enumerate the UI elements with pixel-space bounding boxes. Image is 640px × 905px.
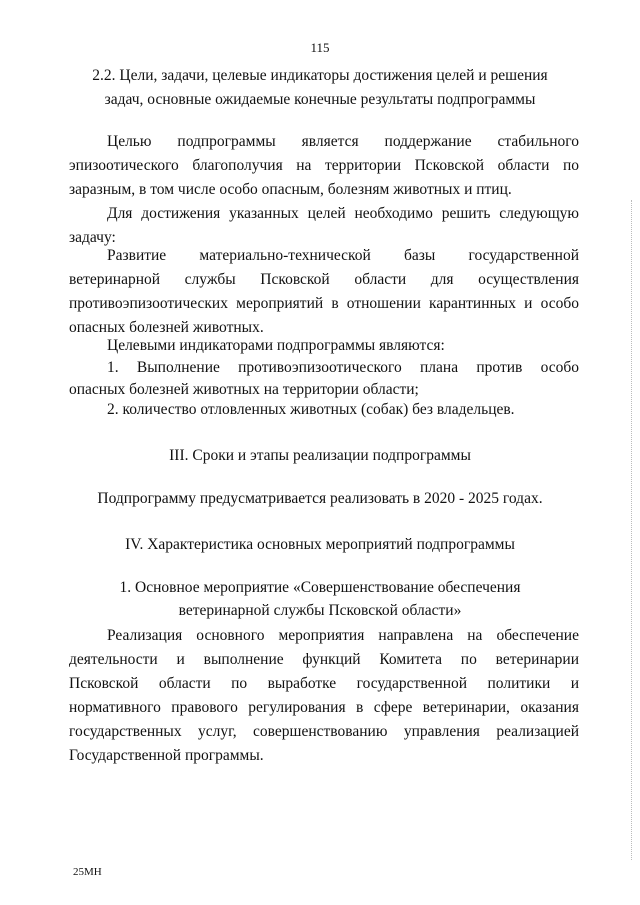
- task-paragraph-line-4: опасных болезней животных.: [69, 319, 264, 336]
- measure-1-heading-line-2: ветеринарной службы Псковской области»: [178, 602, 462, 619]
- indicator-2: 2. количество отловленных животных (собак) без владельцев.: [107, 401, 515, 418]
- section-heading-line-2: задач, основные ожидаемые конечные результаты подпрограммы: [104, 91, 536, 108]
- measure-1-paragraph-line-4: нормативного правового регулирования в сфере ветеринарии, оказания: [69, 699, 579, 716]
- measure-1-paragraph-line-5: государственных услуг, совершенствованию управления реализацией: [69, 723, 579, 740]
- section-3-heading: III. Сроки и этапы реализации подпрограммы: [169, 447, 471, 464]
- indicator-1-line-1: 1. Выполнение противоэпизоотического плана против особо: [107, 359, 579, 376]
- goal-paragraph-line-3: заразным, в том числе особо опасным, болезням животных и птиц.: [69, 181, 512, 198]
- indicator-1-line-2: опасных болезней животных на территории области;: [69, 381, 419, 398]
- section-3-text: Подпрограмму предусматривается реализовать в 2020 - 2025 годах.: [97, 490, 543, 507]
- footer-code: 25МН: [73, 866, 102, 878]
- task-paragraph-line-1: Развитие материально-технической базы государственной: [107, 247, 579, 264]
- task-paragraph-line-2: ветеринарной службы Псковской области для осуществления: [69, 271, 579, 288]
- measure-1-paragraph-line-1: Реализация основного мероприятия направлена на обеспечение: [107, 627, 579, 644]
- task-intro-line-1: Для достижения указанных целей необходимо решить следующую: [107, 205, 579, 222]
- task-intro-line-2: задачу:: [69, 229, 116, 246]
- scan-edge-divider: [630, 200, 632, 860]
- goal-paragraph-line-1: Целью подпрограммы является поддержание стабильного: [107, 133, 579, 150]
- task-paragraph-line-3: противоэпизоотических мероприятий в отношении карантинных и особо: [69, 295, 579, 312]
- measure-1-paragraph-line-2: деятельности и выполнение функций Комитета по ветеринарии: [69, 651, 579, 668]
- section-4-heading: IV. Характеристика основных мероприятий подпрограммы: [125, 536, 515, 553]
- indicators-intro: Целевыми индикаторами подпрограммы являются:: [107, 337, 445, 354]
- measure-1-paragraph-line-3: Псковской области по выработке государственной политики и: [69, 675, 579, 692]
- page-number: 115: [310, 40, 330, 55]
- measure-1-paragraph-line-6: Государственной программы.: [69, 747, 264, 764]
- goal-paragraph-line-2: эпизоотического благополучия на территории Псковской области по: [69, 157, 579, 174]
- section-heading-line-1: 2.2. Цели, задачи, целевые индикаторы достижения целей и решения: [92, 67, 548, 84]
- measure-1-heading-line-1: 1. Основное мероприятие «Совершенствование обеспечения: [119, 579, 521, 596]
